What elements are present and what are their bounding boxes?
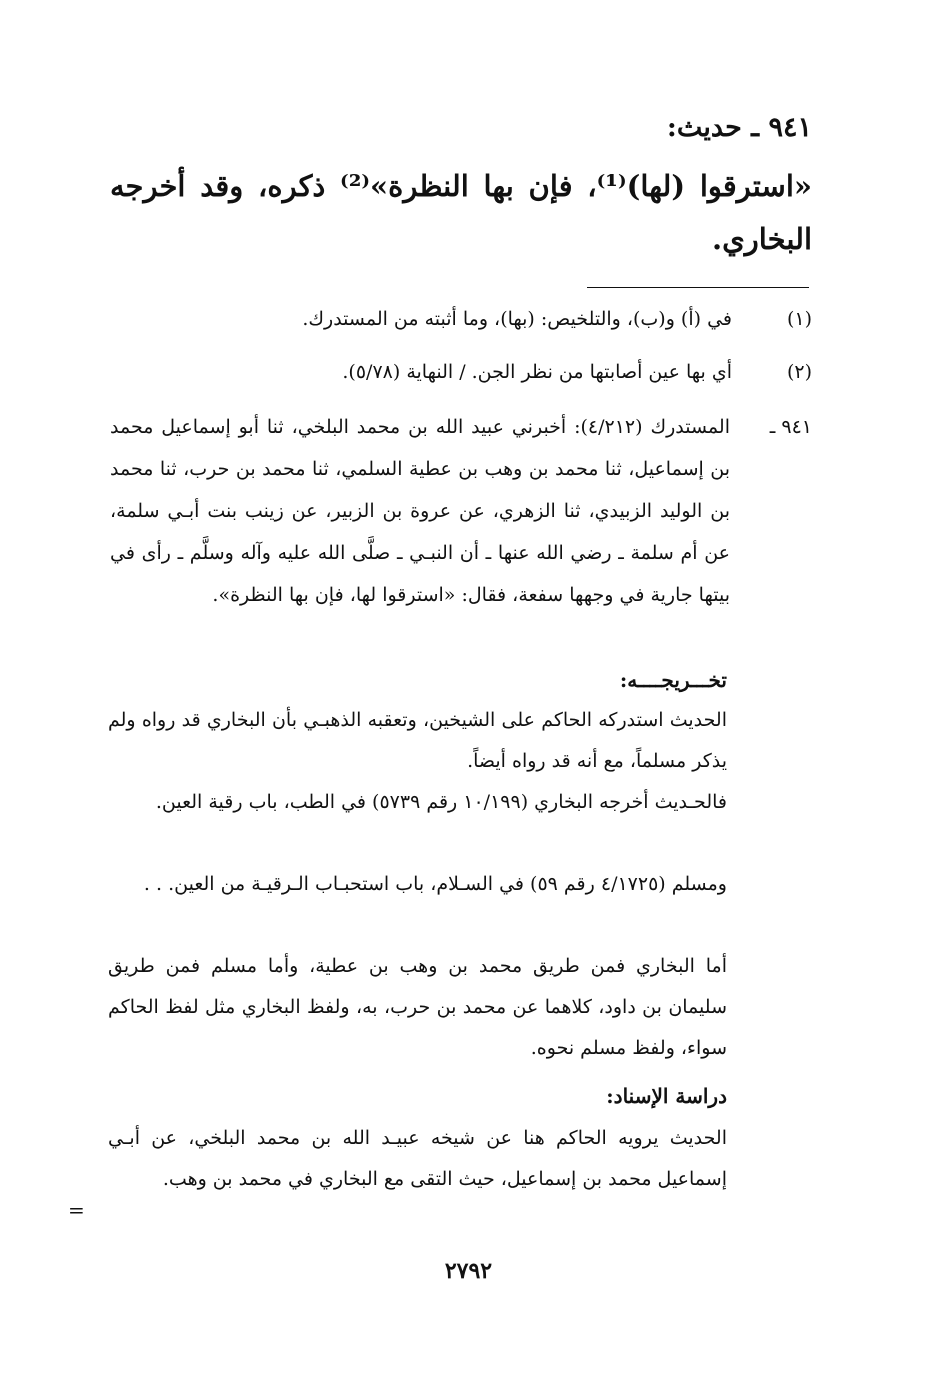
- hadith-text: «استرقوا (لها)⁽¹⁾، فإن بها النظرة»⁽²⁾ ذكره، وقد أخرجه البخاري.: [110, 169, 812, 256]
- isnad-paragraph: الحديث يرويه الحاكم هنا عن شيخه عبيـد الله بن محمد البلخي، عن أبـي إسماعيل محمد بن إسماعيل، حيث التقى مع البخاري في محمد بن وهب.: [108, 1127, 727, 1190]
- takhrij-paragraph: أما البخاري فمن طريق محمد بن وهب بن عطية، وأما مسلم فمن طريق سليمان بن داود، كلاهما عن محمد بن حرب، به، ولفظ البخاري مثل لفظ الحاكم سواء، ولفظ مسلم نحوه.: [108, 955, 727, 1059]
- footnote-number: (١): [786, 308, 812, 330]
- footnote-2: [110, 357, 812, 387]
- takhrij-paragraph: ومسلم (٤/١٧٢٥ رقم ٥٩) في السـلام، باب استحبـاب الـرقيـة من العين. . .: [143, 873, 727, 895]
- isnad-heading: دراسة الإسناد:: [606, 1084, 727, 1108]
- footnote-separator: [587, 287, 809, 288]
- continuation-mark: =: [68, 1198, 85, 1222]
- footnote-number: (٢): [786, 361, 812, 383]
- takhrij-heading: تخـــريجــــه:: [619, 668, 727, 692]
- takhrij-paragraph: فالحـديث أخرجه البخاري (١٠/١٩٩ رقم ٥٧٣٩) في الطب، باب رقية العين.: [155, 791, 727, 813]
- takhrij-paragraph: الحديث استدركه الحاكم على الشيخين، وتعقبه الذهبـي بأن البخاري قد رواه ولم يذكر مسلماً، مع أنه قد رواه أيضاً.: [108, 709, 727, 772]
- footnote-text: أي بها عين أصابتها من نظر الجن. / النهاية (٥/٧٨).: [342, 361, 732, 383]
- commentary-number: ٩٤١ ـ: [769, 416, 812, 438]
- commentary-block: [110, 406, 812, 616]
- commentary-text: المستدرك (٤/٢١٢): أخبرني عبيد الله بن محمد البلخي، ثنا أبو إسماعيل محمد بن إسماعيل، ثنا محمد بن وهب بن عطية السلمي، ثنا محمد بن حرب، ثنا محمد بن الوليد الزبيدي، ثنا الزهري، عن عروة بن الزبير، عن زينب بنت أبـي سلمة، عن أم سلمة ـ رضي الله عنها ـ أن النبـي ـ صلَّى الله عليه وآله وسلَّم ـ رأى في بيتها جارية في وجهها سفعة، فقال: «استرقوا لها، فإن بها النظرة».: [110, 416, 730, 606]
- footnote-1: [110, 304, 812, 334]
- footnote-text: في (أ) و(ب)، والتلخيص: (بها)، وما أثبته من المستدرك.: [302, 308, 732, 330]
- hadith-heading: ٩٤١ ـ حديث:: [666, 112, 812, 143]
- page-number: ٢٧٩٢: [444, 1258, 493, 1284]
